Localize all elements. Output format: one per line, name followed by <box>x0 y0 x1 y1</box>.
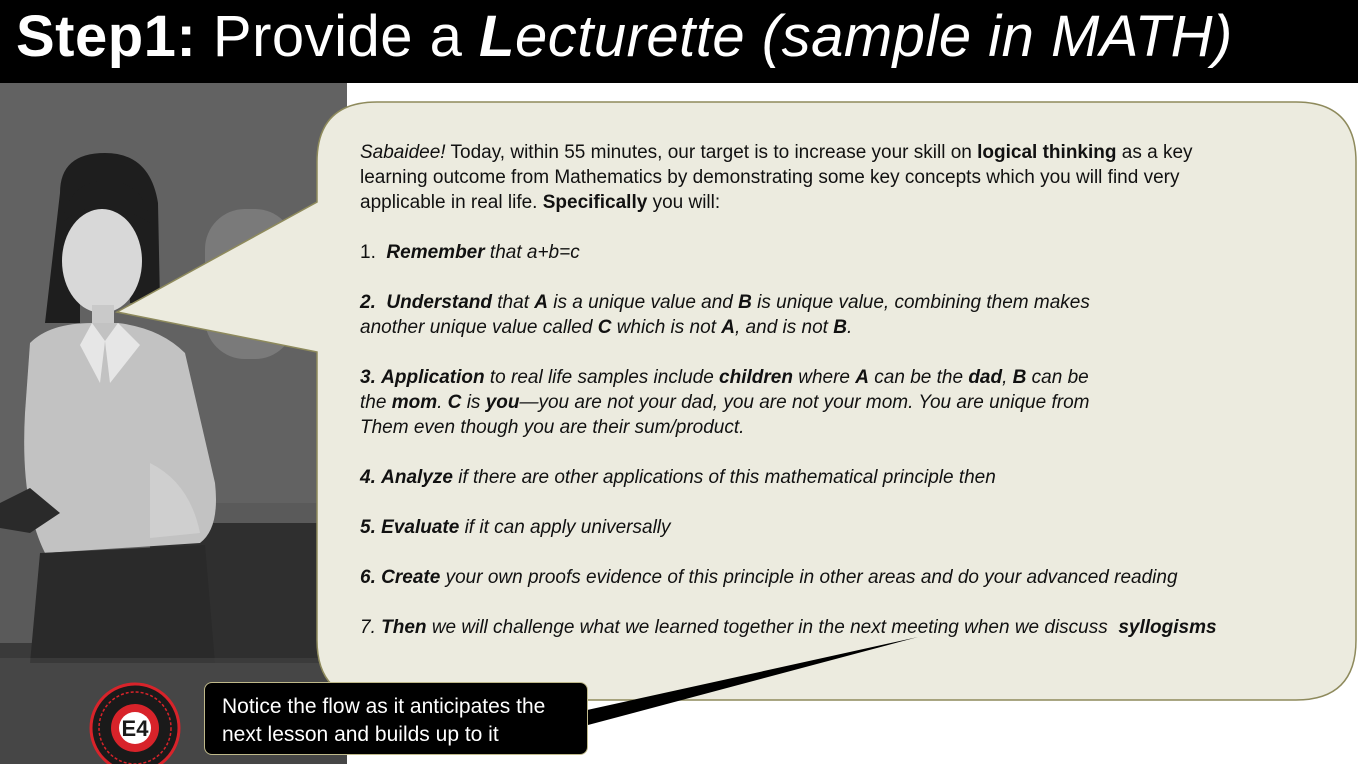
item-7 <box>360 615 1320 640</box>
item-2-A2: A <box>721 317 735 338</box>
item-1 <box>360 240 1320 265</box>
item-2-A: A <box>534 292 548 313</box>
intro-text-2: as a key <box>1121 142 1193 163</box>
item-3-t5: can be <box>1031 367 1089 388</box>
bubble-text <box>360 140 1320 640</box>
intro-line-3 <box>360 190 1320 215</box>
item-2-key: Understand <box>386 292 492 313</box>
item-3-t7: . <box>437 392 443 413</box>
item-6-number: 6. <box>360 567 376 588</box>
item-2-t3: is unique value, combining them makes <box>757 292 1090 313</box>
item-3-A: A <box>855 367 869 388</box>
item-2-t6: , and is not <box>735 317 828 338</box>
item-3-line-3: Them even though you are their sum/product. <box>360 417 745 438</box>
item-4-text: if there are other applications of this mathematical principle then <box>458 467 996 488</box>
item-2-C: C <box>597 317 612 338</box>
intro-bold-logical: logical thinking <box>977 142 1117 163</box>
title-subject: (sample in MATH) <box>761 4 1233 69</box>
item-3-C: C <box>447 392 462 413</box>
intro-line-1 <box>360 140 1320 165</box>
item-3-children: children <box>719 367 793 388</box>
title-step: Step1: <box>16 4 197 69</box>
item-6 <box>360 565 1320 590</box>
intro-text-1: Today, within 55 minutes, our target is to increase your skill on <box>450 142 972 163</box>
item-3-B: B <box>1012 367 1027 388</box>
item-3-t9: —you are not your dad, you are not your mom. You are unique from <box>519 392 1090 413</box>
item-2-number: 2. <box>360 292 376 313</box>
item-2-t2: is a unique value and <box>553 292 733 313</box>
item-1-key: Remember <box>386 242 485 263</box>
intro-bold-specifically: Specifically <box>542 192 648 213</box>
item-7-number: 7. <box>360 617 376 638</box>
item-2-t5: which is not <box>616 317 716 338</box>
item-2-t4: another unique value called <box>360 317 593 338</box>
item-7-end: syllogisms <box>1118 617 1217 638</box>
logo-letters: E4 <box>121 716 149 741</box>
item-6-key: Create <box>381 567 441 588</box>
e4-logo <box>85 676 185 764</box>
item-3-t4: , <box>1002 367 1008 388</box>
notice-line-2: next lesson and builds up to it <box>222 723 499 746</box>
item-3-t3: can be the <box>874 367 964 388</box>
greeting: Sabaidee! <box>360 142 446 163</box>
item-1-number: 1. <box>360 242 376 263</box>
item-2-B2: B <box>833 317 847 338</box>
item-5 <box>360 515 1320 540</box>
e4-logo-icon <box>85 676 185 764</box>
title-lecturette-initial: L <box>479 4 515 69</box>
item-3-t1: to real life samples include <box>489 367 714 388</box>
item-5-key: Evaluate <box>381 517 460 538</box>
item-2-t1: that <box>497 292 529 313</box>
item-3-line-1 <box>360 365 1320 390</box>
item-5-text: if it can apply universally <box>464 517 671 538</box>
item-2-t7: . <box>846 317 853 338</box>
notice-callout <box>204 682 588 755</box>
intro-text-4: you will: <box>652 192 721 213</box>
item-3-t6: the <box>360 392 387 413</box>
item-4-number: 4. <box>360 467 376 488</box>
intro-text-3: applicable in real life. <box>360 192 538 213</box>
item-5-number: 5. <box>360 517 376 538</box>
item-3-key: Application <box>381 367 485 388</box>
item-3-dad: dad <box>968 367 1003 388</box>
item-2-line-2 <box>360 315 1320 340</box>
item-7-text: we will challenge what we learned together in the next meeting when we discuss <box>431 617 1108 638</box>
item-3-t2: where <box>798 367 850 388</box>
intro-line-2: learning outcome from Mathematics by demonstrating some key concepts which you will find very <box>360 167 1180 188</box>
item-1-text: that a+b=c <box>489 242 580 263</box>
item-2-line-1 <box>360 290 1320 315</box>
item-3-mom: mom <box>391 392 438 413</box>
title-provide: Provide a <box>212 4 463 69</box>
item-3-t8: is <box>466 392 481 413</box>
notice-line-1: Notice the flow as it anticipates the <box>222 695 546 718</box>
title-lecturette-rest: ecturette <box>514 4 746 69</box>
item-3-you: you <box>485 392 520 413</box>
item-4 <box>360 465 1320 490</box>
item-3-number: 3. <box>360 367 376 388</box>
item-2-B: B <box>738 292 752 313</box>
item-4-key: Analyze <box>381 467 453 488</box>
item-7-key: Then <box>381 617 427 638</box>
item-3-line-2 <box>360 390 1320 415</box>
item-6-text: your own proofs evidence of this principle in other areas and do your advanced reading <box>445 567 1178 588</box>
